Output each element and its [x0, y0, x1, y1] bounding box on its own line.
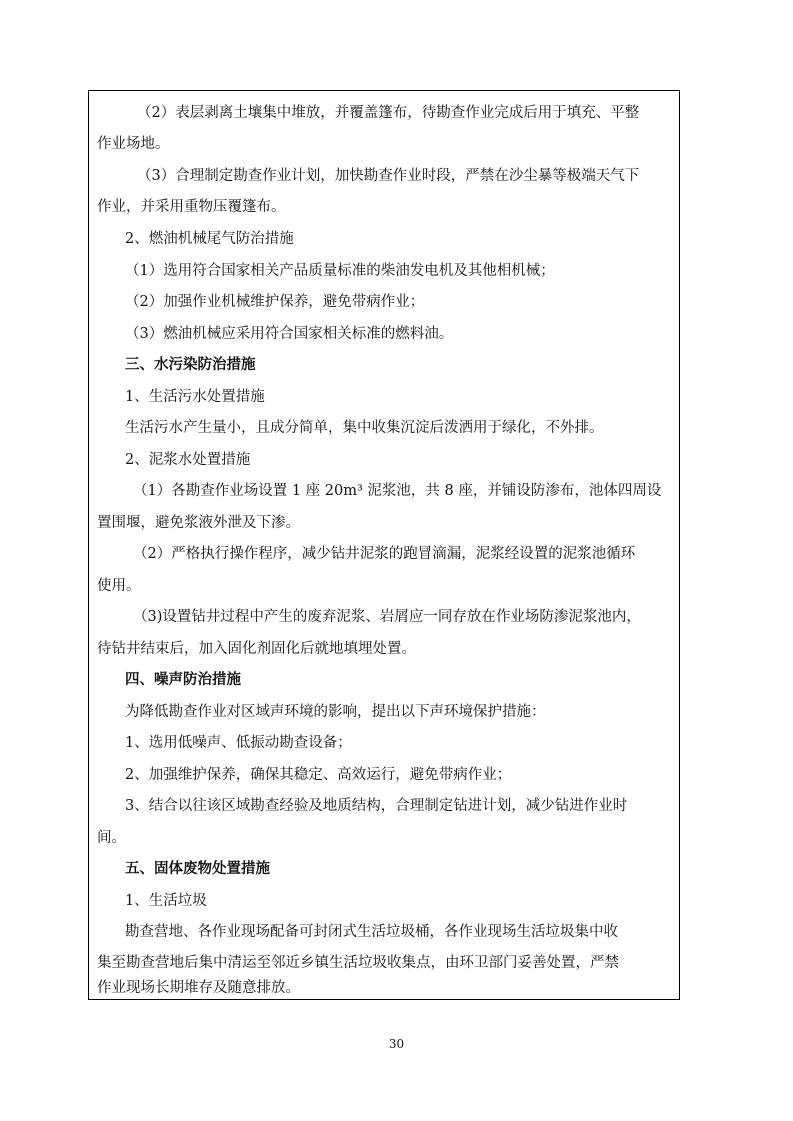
- paragraph-line: （3）燃油机械应采用符合国家相关标准的燃料油。: [125, 326, 454, 342]
- paragraph-line: （2）严格执行操作程序，减少钻井泥浆的跑冒滴漏，泥浆经设置的泥浆池循环: [133, 546, 636, 562]
- subheading: 1、生活垃圾: [125, 893, 207, 909]
- paragraph-line: 3、结合以往该区域勘查经验及地质结构，合理制定钻进计划，减少钻进作业时: [125, 798, 628, 814]
- paragraph-line: （3）合理制定勘查作业计划，加快勘查作业时段，严禁在沙尘暴等极端天气下: [137, 168, 640, 184]
- section-heading: 四、噪声防治措施: [125, 671, 241, 688]
- paragraph-line: （2）表层剥离土壤集中堆放，并覆盖篷布，待勘查作业完成后用于填充、平整: [137, 105, 640, 121]
- paragraph-line: （1）各勘查作业场设置 1 座 20m³ 泥浆池，共 8 座，并铺设防渗布，池体四周设: [133, 483, 662, 499]
- paragraph-line: 2、加强维护保养，确保其稳定、高效运行，避免带病作业；: [125, 767, 512, 783]
- content-frame: [88, 90, 680, 1000]
- subheading: 2、泥浆水处置措施: [125, 452, 251, 468]
- paragraph-line: 作业，并采用重物压覆篷布。: [97, 199, 286, 215]
- paragraph-line: 使用。: [97, 578, 141, 594]
- paragraph-line: 置围堰，避免浆液外泄及下渗。: [97, 515, 300, 531]
- paragraph-line: 1、选用低噪声、低振动勘查设备；: [125, 735, 352, 751]
- paragraph-line: （3)设置钻井过程中产生的废弃泥浆、岩屑应一同存放在作业场防渗泥浆池内，: [133, 609, 641, 625]
- page-number: 30: [388, 1037, 405, 1051]
- paragraph-line: 作业场地。: [97, 136, 170, 152]
- paragraph-line: 勘查营地、各作业现场配备可封闭式生活垃圾桶，各作业现场生活垃圾集中收: [125, 924, 618, 940]
- paragraph-line: 生活污水产生量小，且成分简单，集中收集沉淀后泼洒用于绿化，不外排。: [125, 420, 604, 436]
- paragraph-line: 间。: [97, 830, 126, 846]
- paragraph-line: （2）加强作业机械维护保养，避免带病作业；: [125, 294, 425, 310]
- subheading: 2、燃油机械尾气防治措施: [125, 231, 294, 247]
- subheading: 1、生活污水处置措施: [125, 389, 265, 405]
- section-heading: 五、固体废物处置措施: [125, 860, 270, 877]
- paragraph-line: 作业现场长期堆存及随意排放。: [97, 980, 300, 996]
- section-heading: 三、水污染防治措施: [125, 356, 256, 373]
- paragraph-line: 为降低勘查作业对区域声环境的影响，提出以下声环境保护措施：: [125, 704, 546, 720]
- paragraph-line: （1）选用符合国家相关产品质量标准的柴油发电机及其他相机械；: [125, 263, 555, 279]
- paragraph-line: 待钻井结束后，加入固化剂固化后就地填埋处置。: [97, 641, 416, 657]
- paragraph-line: 集至勘查营地后集中清运至邻近乡镇生活垃圾收集点，由环卫部门妥善处置，严禁: [97, 955, 619, 971]
